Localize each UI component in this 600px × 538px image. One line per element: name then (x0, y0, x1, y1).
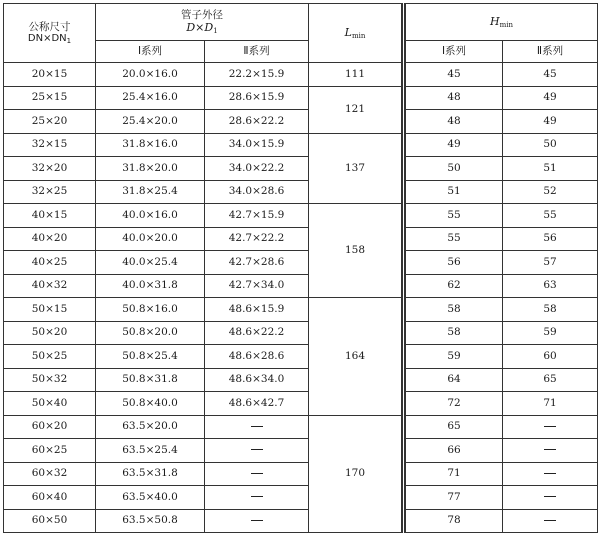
cell-dn: 50×20 (4, 321, 96, 345)
not-applicable-dash (544, 473, 556, 474)
cell-od-series2: 34.0×28.6 (205, 180, 309, 204)
not-applicable-dash (544, 496, 556, 497)
table-row (4, 415, 598, 439)
cell-dn: 60×40 (4, 486, 96, 510)
table-row (4, 321, 598, 345)
cell-h-series2: 59 (503, 321, 598, 345)
table-row (4, 274, 598, 298)
cell-h-series1: 48 (404, 86, 503, 110)
table-row (4, 180, 598, 204)
cell-dn: 50×40 (4, 392, 96, 416)
cell-h-series2: 49 (503, 86, 598, 110)
cell-dn: 25×20 (4, 110, 96, 134)
cell-od-series1: 20.0×16.0 (96, 63, 205, 87)
cell-h-series1: 48 (404, 110, 503, 134)
not-applicable-dash (251, 520, 263, 521)
header-pipe-od (96, 4, 309, 41)
cell-h-series2: 52 (503, 180, 598, 204)
cell-l-min: 158 (309, 204, 404, 298)
cell-h-series1: 62 (404, 274, 503, 298)
cell-dn: 40×25 (4, 251, 96, 275)
cell-od-series2: 28.6×15.9 (205, 86, 309, 110)
cell-h-series2: 71 (503, 392, 598, 416)
cell-dn: 50×15 (4, 298, 96, 322)
cell-od-series2: 48.6×22.2 (205, 321, 309, 345)
cell-l-min: 164 (309, 298, 404, 416)
table-row (4, 439, 598, 463)
not-applicable-dash (544, 520, 556, 521)
cell-h-series2: 55 (503, 204, 598, 228)
cell-h-series1: 78 (404, 509, 503, 533)
cell-h-series1: 77 (404, 486, 503, 510)
cell-h-series2 (503, 462, 598, 486)
cell-h-series2: 51 (503, 157, 598, 181)
header-nominal-size-symbol: $DN\times DN_1$ (27, 33, 72, 46)
not-applicable-dash (544, 449, 556, 450)
cell-od-series2: 48.6×42.7 (205, 392, 309, 416)
cell-od-series1: 50.8×31.8 (96, 368, 205, 392)
cell-dn: 40×20 (4, 227, 96, 251)
cell-l-min: 121 (309, 86, 404, 133)
cell-h-series2 (503, 439, 598, 463)
cell-od-series1: 40.0×20.0 (96, 227, 205, 251)
cell-dn: 60×32 (4, 462, 96, 486)
not-applicable-dash (251, 449, 263, 450)
header-pipe-od-symbol: $D\times D_1$ (186, 21, 218, 36)
cell-dn: 60×25 (4, 439, 96, 463)
cell-dn: 32×25 (4, 180, 96, 204)
cell-h-series1: 65 (404, 415, 503, 439)
cell-od-series1: 63.5×50.8 (96, 509, 205, 533)
cell-h-series2 (503, 509, 598, 533)
table-row (4, 251, 598, 275)
cell-od-series2: 48.6×15.9 (205, 298, 309, 322)
cell-od-series2: 48.6×28.6 (205, 345, 309, 369)
header-h-series2: Ⅱ系列 (503, 41, 598, 63)
not-applicable-dash (544, 426, 556, 427)
header-pipe-od-title: 管子外径 (181, 8, 223, 21)
cell-dn: 50×25 (4, 345, 96, 369)
cell-od-series1: 63.5×40.0 (96, 486, 205, 510)
cell-od-series2: 42.7×28.6 (205, 251, 309, 275)
cell-dn: 25×15 (4, 86, 96, 110)
header-h-min: $H_{min}$ (404, 4, 598, 41)
cell-h-series2: 58 (503, 298, 598, 322)
not-applicable-dash (251, 473, 263, 474)
not-applicable-dash (251, 426, 263, 427)
header-nominal-size (4, 4, 96, 63)
header-h-series1: Ⅰ系列 (404, 41, 503, 63)
cell-h-series1: 58 (404, 321, 503, 345)
cell-od-series1: 50.8×40.0 (96, 392, 205, 416)
cell-od-series2 (205, 415, 309, 439)
cell-od-series2 (205, 486, 309, 510)
cell-h-series2: 63 (503, 274, 598, 298)
table-body (4, 63, 598, 533)
cell-h-series1: 72 (404, 392, 503, 416)
cell-od-series1: 25.4×20.0 (96, 110, 205, 134)
cell-h-series1: 51 (404, 180, 503, 204)
cell-od-series1: 50.8×16.0 (96, 298, 205, 322)
cell-h-series2: 56 (503, 227, 598, 251)
cell-h-series1: 66 (404, 439, 503, 463)
table-row (4, 392, 598, 416)
cell-od-series1: 50.8×20.0 (96, 321, 205, 345)
cell-od-series1: 31.8×25.4 (96, 180, 205, 204)
cell-h-series2: 49 (503, 110, 598, 134)
cell-dn: 60×20 (4, 415, 96, 439)
cell-l-min: 111 (309, 63, 404, 87)
spec-table-container (3, 3, 598, 533)
cell-od-series2: 42.7×22.2 (205, 227, 309, 251)
dimension-table (3, 3, 598, 533)
cell-h-series1: 64 (404, 368, 503, 392)
cell-h-series2 (503, 486, 598, 510)
cell-od-series1: 31.8×16.0 (96, 133, 205, 157)
cell-dn: 40×15 (4, 204, 96, 228)
cell-dn: 20×15 (4, 63, 96, 87)
header-l-min: $L_{min}$ (309, 4, 404, 63)
header-od-series2: Ⅱ系列 (205, 41, 309, 63)
cell-od-series2: 42.7×34.0 (205, 274, 309, 298)
header-od-series1: Ⅰ系列 (96, 41, 205, 63)
cell-h-series1: 55 (404, 227, 503, 251)
cell-dn: 32×20 (4, 157, 96, 181)
table-row (4, 509, 598, 533)
cell-od-series1: 63.5×20.0 (96, 415, 205, 439)
cell-od-series1: 40.0×25.4 (96, 251, 205, 275)
table-row (4, 486, 598, 510)
cell-h-series2: 50 (503, 133, 598, 157)
cell-h-series2: 45 (503, 63, 598, 87)
table-row (4, 368, 598, 392)
table-row (4, 86, 598, 110)
table-row (4, 110, 598, 134)
cell-od-series1: 40.0×16.0 (96, 204, 205, 228)
table-row (4, 298, 598, 322)
cell-h-series1: 59 (404, 345, 503, 369)
cell-h-series2: 60 (503, 345, 598, 369)
cell-od-series2: 28.6×22.2 (205, 110, 309, 134)
cell-dn: 60×50 (4, 509, 96, 533)
cell-h-series2: 65 (503, 368, 598, 392)
cell-l-min: 170 (309, 415, 404, 533)
header-nominal-size-title: 公称尺寸 (28, 20, 71, 33)
cell-h-series1: 55 (404, 204, 503, 228)
cell-h-series1: 50 (404, 157, 503, 181)
cell-od-series1: 31.8×20.0 (96, 157, 205, 181)
cell-dn: 50×32 (4, 368, 96, 392)
table-row (4, 204, 598, 228)
cell-od-series2 (205, 462, 309, 486)
cell-h-series2 (503, 415, 598, 439)
cell-od-series2: 34.0×15.9 (205, 133, 309, 157)
cell-od-series1: 40.0×31.8 (96, 274, 205, 298)
table-row (4, 345, 598, 369)
cell-od-series2: 22.2×15.9 (205, 63, 309, 87)
cell-od-series2: 48.6×34.0 (205, 368, 309, 392)
cell-dn: 32×15 (4, 133, 96, 157)
cell-h-series1: 71 (404, 462, 503, 486)
cell-od-series2: 42.7×15.9 (205, 204, 309, 228)
cell-h-series1: 45 (404, 63, 503, 87)
cell-od-series2 (205, 439, 309, 463)
cell-od-series1: 25.4×16.0 (96, 86, 205, 110)
table-row (4, 63, 598, 87)
cell-od-series1: 50.8×25.4 (96, 345, 205, 369)
cell-l-min: 137 (309, 133, 404, 204)
cell-h-series2: 57 (503, 251, 598, 275)
table-row (4, 133, 598, 157)
table-row (4, 157, 598, 181)
table-row (4, 227, 598, 251)
cell-od-series1: 63.5×25.4 (96, 439, 205, 463)
cell-dn: 40×32 (4, 274, 96, 298)
not-applicable-dash (251, 496, 263, 497)
cell-h-series1: 49 (404, 133, 503, 157)
cell-h-series1: 56 (404, 251, 503, 275)
table-row (4, 462, 598, 486)
cell-h-series1: 58 (404, 298, 503, 322)
cell-od-series2 (205, 509, 309, 533)
cell-od-series1: 63.5×31.8 (96, 462, 205, 486)
cell-od-series2: 34.0×22.2 (205, 157, 309, 181)
